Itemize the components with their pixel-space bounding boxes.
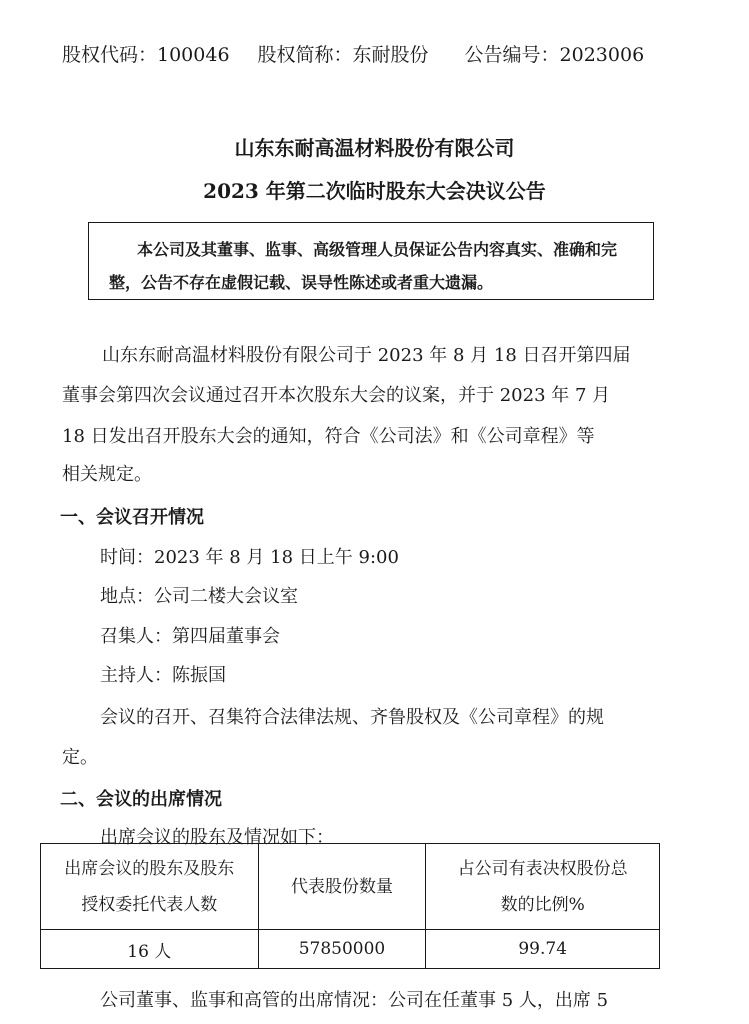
header-ratio-line-2: 数的比例% — [500, 894, 585, 915]
header-ratio-line-1: 占公司有表决权股份总 — [457, 858, 628, 879]
assurance-notice-box — [88, 222, 654, 300]
header-attendees-line-2: 授权委托代表人数 — [81, 894, 218, 915]
table-row — [41, 930, 660, 969]
intro-line-3: 18 日发出召开股东大会的通知，符合《公司法》和《公司章程》等 — [62, 426, 595, 447]
notice-number: 公告编号：2023006 — [464, 44, 645, 66]
table-header-cell — [41, 844, 259, 930]
table-header-cell — [426, 844, 660, 930]
stock-abbreviation: 股权简称：东耐股份 — [257, 44, 429, 66]
company-title: 山东东耐高温材料股份有限公司 — [234, 136, 515, 160]
stock-code: 股权代码：100046 — [62, 44, 230, 66]
meeting-host: 主持人：陈振国 — [100, 665, 226, 686]
ratio-value: 99.74 — [426, 930, 660, 969]
attendance-table — [40, 843, 660, 969]
compliance-line-2: 定。 — [62, 747, 98, 768]
intro-line-2: 董事会第四次会议通过召开本次股东大会的议案，并于 2023 年 7 月 — [62, 385, 611, 406]
assurance-line-1: 本公司及其董事、监事、高级管理人员保证公告内容真实、准确和完 — [137, 240, 618, 259]
meeting-time: 时间：2023 年 8 月 18 日上午 9:00 — [100, 547, 399, 568]
shares-count: 57850000 — [258, 930, 426, 969]
intro-line-1: 山东东耐高温材料股份有限公司于 2023 年 8 月 18 日召开第四届 — [102, 345, 631, 366]
compliance-line-1: 会议的召开、召集符合法律法规、齐鲁股权及《公司章程》的规 — [100, 707, 604, 728]
table-header-row — [41, 844, 660, 930]
section-2-heading: 二、会议的出席情况 — [60, 789, 222, 810]
meeting-location: 地点：公司二楼大会议室 — [100, 586, 298, 607]
meeting-convener: 召集人：第四届董事会 — [100, 626, 280, 647]
intro-line-4: 相关规定。 — [62, 464, 152, 485]
table-header-cell — [258, 844, 426, 930]
section-1-heading: 一、会议召开情况 — [60, 507, 204, 528]
table-intro: 出席会议的股东及情况如下： — [100, 827, 334, 848]
attendee-count: 16 人 — [41, 930, 259, 969]
announcement-title: 2023 年第二次临时股东大会决议公告 — [203, 179, 546, 203]
announcement-header — [62, 40, 644, 67]
header-shares: 代表股份数量 — [290, 876, 393, 897]
header-attendees-line-1: 出席会议的股东及股东 — [64, 858, 235, 879]
assurance-line-2: 整，公告不存在虚假记载、误导性陈述或者重大遗漏。 — [109, 273, 494, 292]
after-table-line: 公司董事、监事和高管的出席情况：公司在任董事 5 人，出席 5 — [100, 990, 609, 1011]
